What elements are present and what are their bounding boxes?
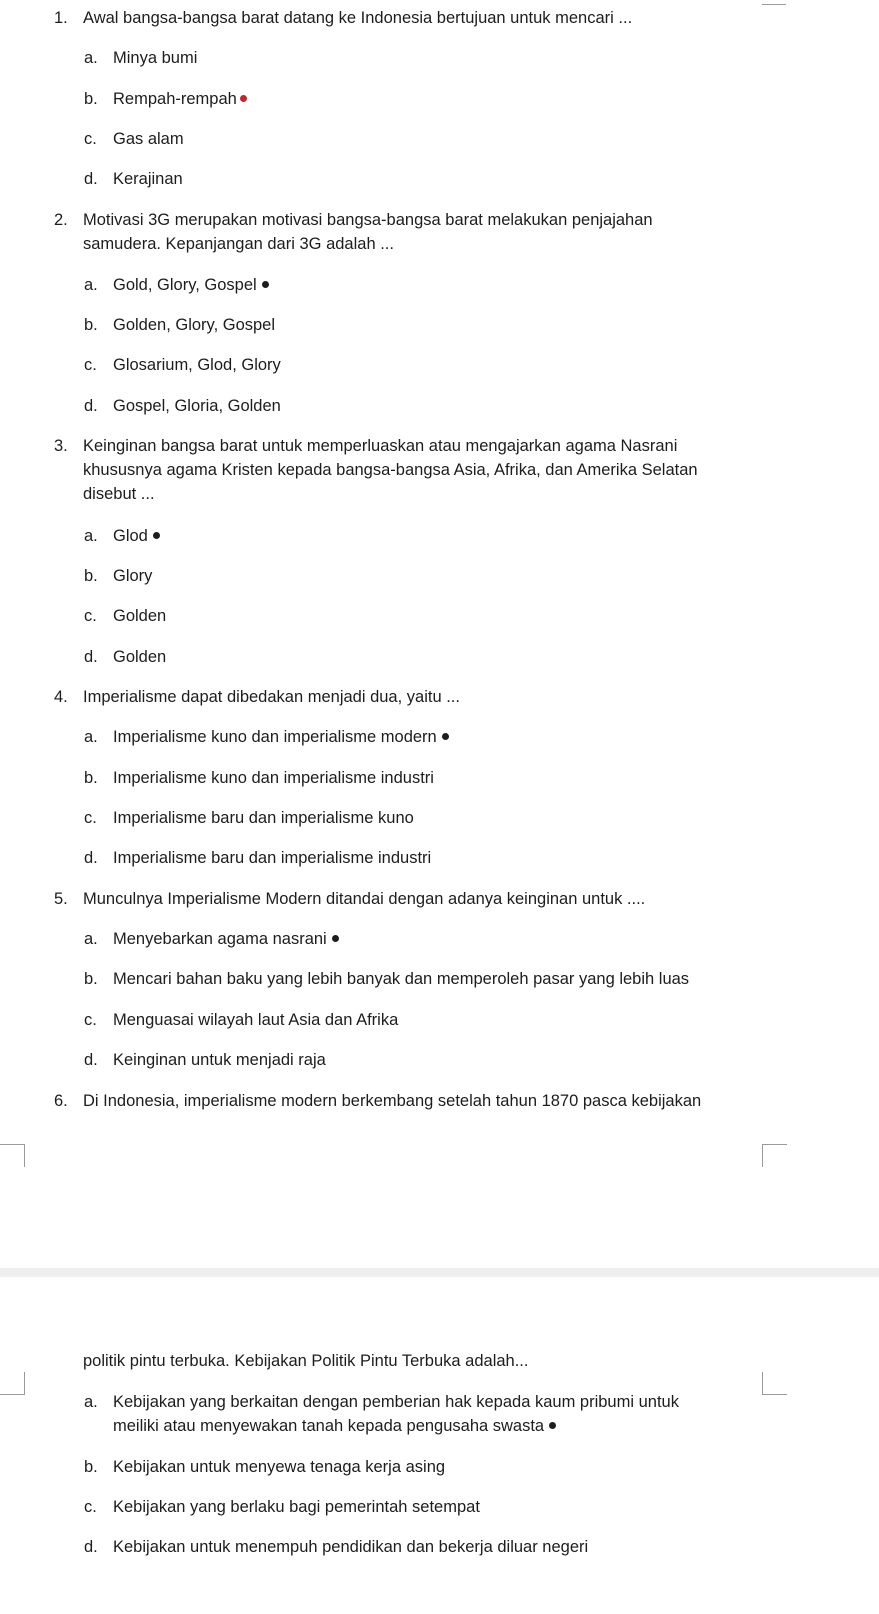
option-text: Menyebarkan agama nasrani — [113, 930, 327, 948]
option-letter: b. — [84, 316, 98, 334]
question-number: 6. — [54, 1092, 68, 1110]
option-letter: d. — [84, 397, 98, 415]
option-text: Golden, Glory, Gospel — [113, 316, 276, 334]
option-text: Golden — [113, 607, 167, 625]
question-number: 5. — [54, 890, 68, 908]
option-letter: d. — [84, 648, 98, 666]
option-letter: b. — [84, 970, 98, 988]
question-text: Imperialisme dapat dibedakan menjadi dua, yaitu ... — [83, 688, 460, 706]
option-letter: c. — [84, 1011, 97, 1029]
option-letter: b. — [84, 769, 98, 787]
option-letter: a. — [84, 527, 98, 545]
option-text: Minya bumi — [113, 49, 198, 67]
option-text: Mencari bahan baku yang lebih banyak dan memperoleh pasar yang lebih luas — [113, 970, 690, 988]
option-text: Gas alam — [113, 130, 184, 148]
option-text: Kebijakan yang berlaku bagi pemerintah setempat — [113, 1498, 480, 1516]
option-text: Imperialisme baru dan imperialisme kuno — [113, 809, 414, 827]
option-letter: d. — [84, 849, 98, 867]
option-letter: c. — [84, 1498, 97, 1516]
option-letter: b. — [84, 1458, 98, 1476]
question-text: Keinginan bangsa barat untuk memperluaskan atau mengajarkan agama Nasrani — [83, 437, 678, 455]
question-text: Motivasi 3G merupakan motivasi bangsa-bangsa barat melakukan penjajahan — [83, 211, 653, 229]
question-text: Di Indonesia, imperialisme modern berkembang setelah tahun 1870 pasca kebijakan — [83, 1092, 702, 1110]
question-number: 4. — [54, 688, 68, 706]
document-page-2 — [0, 1278, 879, 1614]
answer-marker-icon — [262, 281, 269, 288]
option-text: Gospel, Gloria, Golden — [113, 397, 281, 415]
option-letter: a. — [84, 1393, 98, 1411]
question-number: 3. — [54, 437, 68, 455]
option-letter: a. — [84, 276, 98, 294]
question-number: 2. — [54, 211, 68, 229]
question-number: 1. — [54, 9, 68, 27]
option-letter: d. — [84, 1051, 98, 1069]
question-text: khususnya agama Kristen kepada bangsa-bangsa Asia, Afrika, dan Amerika Selatan — [83, 461, 698, 479]
page-separator — [0, 1268, 879, 1277]
option-text: Glod — [113, 527, 148, 545]
option-letter: c. — [84, 809, 97, 827]
answer-marker-icon — [240, 95, 247, 102]
option-text: Golden — [113, 648, 167, 666]
crop-mark — [762, 1144, 787, 1167]
option-text: meiliki atau menyewakan tanah kepada pengusaha swasta — [113, 1417, 545, 1435]
option-text: Keinginan untuk menjadi raja — [113, 1051, 326, 1069]
answer-marker-icon — [153, 532, 160, 539]
crop-mark — [0, 1372, 25, 1395]
option-letter: a. — [84, 49, 98, 67]
option-text: Menguasai wilayah laut Asia dan Afrika — [113, 1011, 399, 1029]
question-text: politik pintu terbuka. Kebijakan Politik Pintu Terbuka adalah... — [83, 1352, 529, 1370]
answer-marker-icon — [549, 1422, 556, 1429]
question-text: Awal bangsa-bangsa barat datang ke Indonesia bertujuan untuk mencari ... — [83, 9, 633, 27]
crop-mark — [0, 1144, 25, 1167]
option-letter: b. — [84, 567, 98, 585]
option-text: Glosarium, Glod, Glory — [113, 356, 281, 374]
option-text: Glory — [113, 567, 153, 585]
option-letter: a. — [84, 930, 98, 948]
option-letter: d. — [84, 170, 98, 188]
question-text: disebut ... — [83, 485, 155, 503]
option-text: Gold, Glory, Gospel — [113, 276, 257, 294]
crop-mark — [762, 0, 786, 5]
option-text: Kebijakan yang berkaitan dengan pemberian hak kepada kaum pribumi untuk — [113, 1393, 679, 1411]
crop-mark — [762, 1372, 787, 1395]
option-text: Kebijakan untuk menempuh pendidikan dan bekerja diluar negeri — [113, 1538, 589, 1556]
option-letter: d. — [84, 1538, 98, 1556]
option-text: Rempah-rempah — [113, 90, 237, 108]
option-text: Imperialisme kuno dan imperialisme industri — [113, 769, 434, 787]
option-letter: c. — [84, 607, 97, 625]
option-letter: c. — [84, 130, 97, 148]
question-text: Munculnya Imperialisme Modern ditandai dengan adanya keinginan untuk .... — [83, 890, 646, 908]
option-letter: a. — [84, 728, 98, 746]
option-text: Kebijakan untuk menyewa tenaga kerja asing — [113, 1458, 446, 1476]
answer-marker-icon — [332, 935, 339, 942]
option-text: Imperialisme baru dan imperialisme industri — [113, 849, 432, 867]
question-text: samudera. Kepanjangan dari 3G adalah ... — [83, 235, 394, 253]
option-text: Kerajinan — [113, 170, 183, 188]
option-letter: c. — [84, 356, 97, 374]
option-letter: b. — [84, 90, 98, 108]
answer-marker-icon — [442, 733, 449, 740]
option-text: Imperialisme kuno dan imperialisme modern — [113, 728, 437, 746]
